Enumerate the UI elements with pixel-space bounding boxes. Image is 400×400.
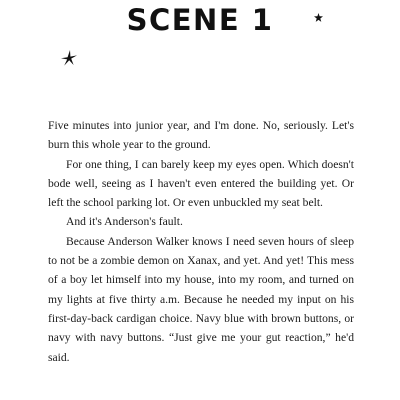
chapter-body	[48, 116, 354, 367]
star-icon	[314, 13, 323, 22]
paragraph: For one thing, I can barely keep my eyes open. Which doesn't bode well, seeing as I haven't even entered the building yet. Or left the school parking lot. Or even unbuckled my seat belt.	[48, 157, 354, 210]
paragraph: And it's Anderson's fault.	[66, 215, 183, 229]
paragraph: Five minutes into junior year, and I'm done. No, seriously. Let's burn this whole year to the ground.	[48, 119, 354, 152]
paragraph: Because Anderson Walker knows I need seven hours of sleep to not be a zombie demon on Xanax, and yet. And yet! This mess of a boy let himself into my house, into my room, and turned on my lights at five thirty a.m. Because he needed my input on his first-day-back cardigan choice. Navy blue with brown buttons, or navy with navy buttons. “Just give me your gut reaction,” he'd said.	[48, 234, 354, 364]
chapter-title: SCENE 1	[126, 3, 274, 37]
star-icon	[61, 50, 77, 66]
